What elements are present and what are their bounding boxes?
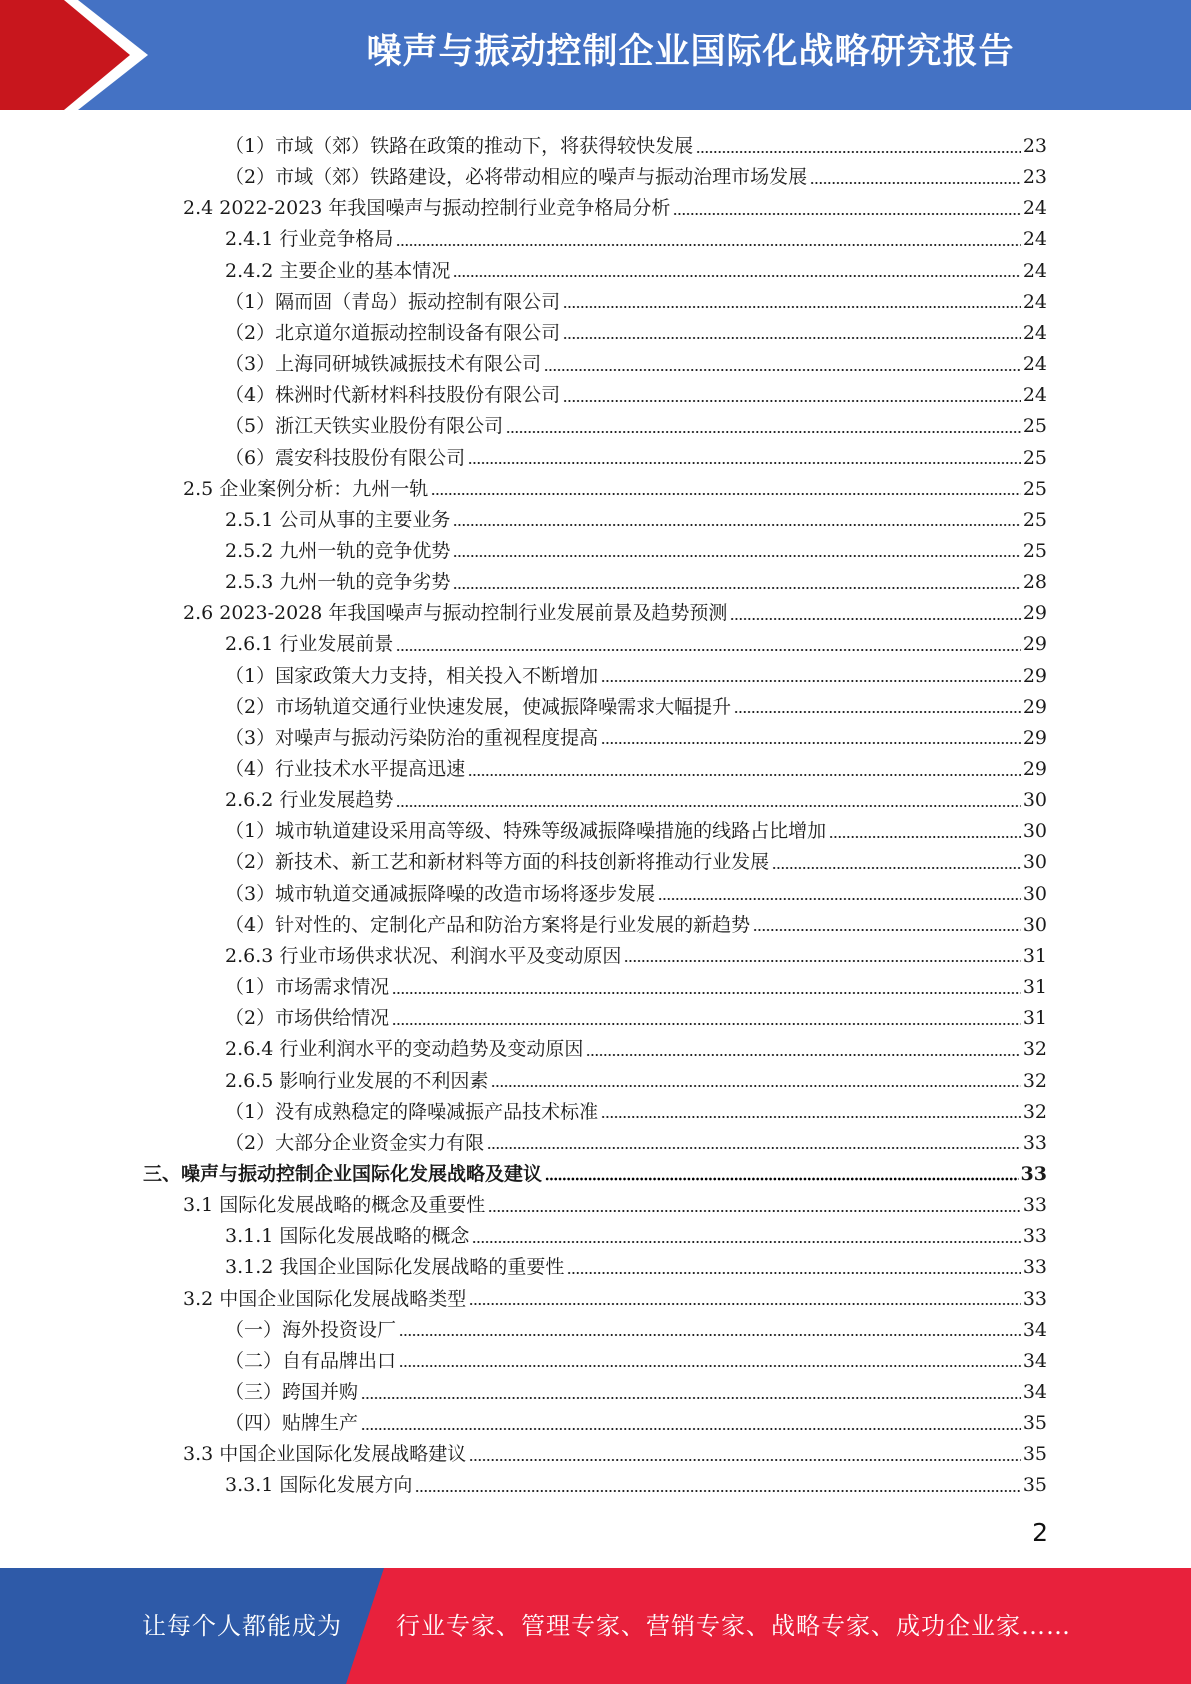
toc-entry-title: （一）海外投资设厂 [225, 1318, 397, 1341]
toc-entry[interactable] [225, 626, 1047, 657]
toc-entry-page: 25 [1022, 477, 1047, 500]
toc-entry-title: （1）隔而固（青岛）振动控制有限公司 [225, 290, 561, 313]
toc-entry-page: 30 [1022, 789, 1047, 812]
toc-entry-page: 32 [1022, 1069, 1047, 1092]
toc-entry-page: 35 [1022, 1412, 1047, 1435]
toc-entry-page: 34 [1022, 1349, 1047, 1372]
report-title: 噪声与振动控制企业国际化战略研究报告 [366, 32, 1015, 72]
toc-dot-leader [468, 772, 1021, 777]
toc-dot-leader [506, 429, 1021, 434]
toc-dot-leader [431, 492, 1021, 497]
toc-entry[interactable] [225, 813, 1047, 844]
toc-entry-page: 32 [1022, 1100, 1047, 1123]
toc-entry[interactable] [183, 595, 1047, 626]
toc-entry-page: 30 [1022, 882, 1047, 905]
toc-entry-page: 24 [1022, 197, 1047, 220]
toc-entry-title: （2）市域（郊）铁路建设，必将带动相应的噪声与振动治理市场发展 [225, 166, 808, 189]
toc-entry[interactable] [225, 502, 1047, 533]
toc-entry-title: 2.5 企业案例分析：九州一轨 [183, 477, 429, 500]
toc-dot-leader [361, 1395, 1021, 1400]
toc-entry[interactable] [225, 1125, 1047, 1156]
toc-dot-leader [469, 1302, 1021, 1307]
footer-slogan-right: 行业专家、管理专家、营销专家、战略专家、成功企业家…… [396, 1612, 1071, 1640]
toc-dot-leader [696, 149, 1021, 154]
toc-entry[interactable] [225, 564, 1047, 595]
toc-entry-title: 2.4.1 行业竞争格局 [225, 228, 394, 251]
toc-entry-page: 24 [1022, 228, 1047, 251]
toc-dot-leader [601, 741, 1021, 746]
toc-dot-leader [453, 585, 1020, 590]
toc-entry-page: 30 [1022, 913, 1047, 936]
toc-entry[interactable] [225, 253, 1047, 284]
toc-entry-title: （1）市域（郊）铁路在政策的推动下，将获得较快发展 [225, 135, 694, 157]
toc-entry-page: 29 [1022, 602, 1047, 625]
toc-entry[interactable] [225, 346, 1047, 377]
toc-entry-title: （3）对噪声与振动污染防治的重视程度提高 [225, 726, 599, 749]
toc-entry[interactable] [225, 844, 1047, 875]
toc-dot-leader [601, 679, 1021, 684]
toc-dot-leader [396, 242, 1020, 247]
toc-entry-page: 24 [1022, 259, 1047, 282]
toc-dot-leader [396, 803, 1020, 808]
toc-entry-title: （1）国家政策大力支持，相关投入不断增加 [225, 664, 599, 687]
page-header [0, 0, 1191, 110]
toc-entry-title: （3）上海同研城铁减振技术有限公司 [225, 353, 542, 376]
toc-dot-leader [488, 1208, 1021, 1213]
toc-dot-leader [772, 865, 1021, 870]
toc-entry[interactable] [225, 1405, 1047, 1436]
toc-entry[interactable] [183, 1187, 1047, 1218]
toc-entry[interactable] [225, 221, 1047, 252]
toc-entry-title: （2）北京道尔道振动控制设备有限公司 [225, 321, 561, 344]
page-footer [0, 1568, 1191, 1684]
toc-entry[interactable] [225, 1343, 1047, 1374]
toc-entry[interactable] [225, 1063, 1047, 1094]
toc-entry-title: 2.6.4 行业利润水平的变动趋势及变动原因 [225, 1038, 584, 1061]
toc-entry-page: 32 [1022, 1038, 1047, 1061]
toc-entry-page: 33 [1022, 1256, 1047, 1279]
toc-dot-leader [392, 1021, 1021, 1026]
toc-dot-leader [392, 990, 1021, 995]
toc-entry-page: 24 [1022, 290, 1047, 313]
toc-dot-leader [810, 180, 1021, 185]
toc-entry-page: 24 [1022, 321, 1047, 344]
toc-entry-title: （4）行业技术水平提高迅速 [225, 758, 466, 780]
toc-entry-page: 23 [1022, 135, 1047, 157]
toc-entry[interactable] [225, 658, 1047, 689]
toc-entry-page: 33 [1022, 1194, 1047, 1217]
toc-entry[interactable] [183, 1436, 1047, 1467]
toc-entry[interactable] [225, 377, 1047, 408]
toc-dot-leader [586, 1052, 1020, 1057]
toc-entry-title: （4）株洲时代新材料科技股份有限公司 [225, 384, 561, 407]
toc-entry[interactable] [225, 1094, 1047, 1125]
toc-entry[interactable] [225, 1218, 1047, 1249]
toc-dot-leader [563, 398, 1021, 403]
toc-entry-title: （四）贴牌生产 [225, 1412, 359, 1435]
toc-dot-leader [487, 1146, 1021, 1151]
toc-entry-page: 29 [1022, 758, 1047, 780]
toc-entry-title: 2.6.5 影响行业发展的不利因素 [225, 1069, 489, 1092]
toc-entry-title: 3.1 国际化发展战略的概念及重要性 [183, 1194, 486, 1217]
toc-entry[interactable] [225, 1374, 1047, 1405]
toc-entry[interactable] [183, 1281, 1047, 1312]
toc-entry-title: 2.6 2023-2028 年我国噪声与振动控制行业发展前景及趋势预测 [183, 602, 728, 625]
toc-entry-page: 29 [1022, 726, 1047, 749]
toc-entry-title: 2.6.1 行业发展前景 [225, 633, 394, 656]
toc-entry-title: （2）市场供给情况 [225, 1007, 390, 1030]
toc-dot-leader [399, 1364, 1021, 1369]
toc-entry-title: 3.1.2 我国企业国际化发展战略的重要性 [225, 1256, 565, 1279]
toc-dot-leader [396, 647, 1020, 652]
toc-entry[interactable] [225, 907, 1047, 938]
toc-entry-title: （1）城市轨道建设采用高等级、特殊等级减振降噪措施的线路占比增加 [225, 820, 827, 843]
toc-entry[interactable] [225, 1000, 1047, 1031]
toc-entry[interactable] [225, 689, 1047, 720]
page-number: 2 [1032, 1518, 1048, 1547]
toc-entry-title: （1）没有成熟稳定的降噪减振产品技术标准 [225, 1100, 599, 1123]
toc-dot-leader [829, 834, 1021, 839]
toc-entry[interactable] [225, 315, 1047, 346]
toc-entry-title: 2.4.2 主要企业的基本情况 [225, 259, 451, 282]
toc-entry[interactable] [225, 876, 1047, 907]
toc-dot-leader [453, 274, 1020, 279]
toc-entry[interactable] [225, 720, 1047, 751]
toc-entry-title: 3.3.1 国际化发展方向 [225, 1474, 413, 1497]
toc-entry[interactable] [225, 938, 1047, 969]
toc-dot-leader [544, 367, 1021, 372]
toc-entry[interactable] [183, 471, 1047, 502]
toc-dot-leader [624, 959, 1020, 964]
toc-dot-leader [545, 1177, 1019, 1182]
toc-entry-title: （二）自有品牌出口 [225, 1349, 397, 1372]
toc-entry-page: 25 [1022, 508, 1047, 531]
toc-dot-leader [453, 523, 1020, 528]
toc-dot-leader [673, 211, 1020, 216]
header-arrow-icon [0, 0, 160, 110]
toc-entry-title: 2.5.2 九州一轨的竞争优势 [225, 539, 451, 562]
toc-entry-title: 2.6.3 行业市场供求状况、利润水平及变动原因 [225, 944, 622, 967]
toc-dot-leader [361, 1426, 1021, 1431]
toc-entry-page: 33 [1020, 1162, 1047, 1185]
toc-dot-leader [658, 897, 1021, 902]
toc-entry-page: 33 [1022, 1287, 1047, 1310]
toc-entry-title: （2）大部分企业资金实力有限 [225, 1131, 485, 1154]
toc-entry-title: （2）市场轨道交通行业快速发展，使减振降噪需求大幅提升 [225, 695, 732, 718]
toc-entry[interactable] [225, 533, 1047, 564]
toc-entry-title: 三、噪声与振动控制企业国际化发展战略及建议 [143, 1162, 543, 1185]
toc-entry[interactable] [225, 1312, 1047, 1343]
toc-entry-page: 31 [1022, 976, 1047, 999]
toc-entry[interactable] [225, 284, 1047, 315]
toc-dot-leader [469, 1457, 1021, 1462]
toc-entry-title: （6）震安科技股份有限公司 [225, 446, 466, 469]
toc-entry-page: 31 [1022, 1007, 1047, 1030]
toc-entry-title: 3.3 中国企业国际化发展战略建议 [183, 1443, 467, 1466]
toc-dot-leader [730, 616, 1020, 621]
toc-entry-title: （3）城市轨道交通减振降噪的改造市场将逐步发展 [225, 882, 656, 905]
toc-entry-page: 34 [1022, 1381, 1047, 1403]
footer-slogan-left: 让每个人都能成为 [142, 1612, 342, 1640]
toc-entry[interactable] [225, 159, 1047, 190]
toc-entry-title: （三）跨国并购 [225, 1381, 359, 1403]
toc-entry-page: 31 [1022, 944, 1047, 967]
toc-dot-leader [563, 305, 1021, 310]
toc-dot-leader [468, 461, 1021, 466]
toc-entry-page: 34 [1022, 1318, 1047, 1341]
toc-dot-leader [415, 1488, 1020, 1493]
toc-entry[interactable] [225, 1467, 1047, 1498]
toc-entry-page: 35 [1022, 1443, 1047, 1466]
toc-dot-leader [453, 554, 1020, 559]
toc-entry-page: 29 [1022, 664, 1047, 687]
toc-entry[interactable] [225, 1031, 1047, 1062]
toc-entry-title: 3.2 中国企业国际化发展战略类型 [183, 1287, 467, 1310]
toc-entry-page: 29 [1022, 695, 1047, 718]
toc-entry-page: 33 [1022, 1131, 1047, 1154]
toc-entry-page: 25 [1022, 446, 1047, 469]
toc-entry-page: 29 [1022, 633, 1047, 656]
toc-entry-page: 33 [1022, 1225, 1047, 1248]
toc-dot-leader [734, 710, 1021, 715]
toc-dot-leader [567, 1270, 1020, 1275]
toc-entry[interactable] [225, 969, 1047, 1000]
toc-entry[interactable] [225, 1249, 1047, 1280]
toc-entry-page: 30 [1022, 820, 1047, 843]
toc-entry-title: 3.1.1 国际化发展战略的概念 [225, 1225, 470, 1248]
toc-dot-leader [491, 1084, 1020, 1089]
toc-entry-title: （2）新技术、新工艺和新材料等方面的科技创新将推动行业发展 [225, 851, 770, 874]
toc-dot-leader [753, 928, 1021, 933]
toc-dot-leader [601, 1115, 1021, 1120]
toc-entry-page: 28 [1022, 571, 1047, 594]
toc-entry-title: （1）市场需求情况 [225, 976, 390, 999]
toc-dot-leader [399, 1333, 1021, 1338]
toc-entry[interactable] [225, 408, 1047, 439]
toc-dot-leader [563, 336, 1021, 341]
toc-entry-title: 2.5.3 九州一轨的竞争劣势 [225, 571, 451, 594]
toc-entry-title: 2.5.1 公司从事的主要业务 [225, 508, 451, 531]
toc-entry[interactable] [225, 751, 1047, 782]
toc-entry[interactable] [225, 782, 1047, 813]
toc-entry-page: 23 [1022, 166, 1047, 189]
toc-entry-page: 24 [1022, 353, 1047, 376]
toc-dot-leader [472, 1239, 1020, 1244]
toc-entry[interactable] [225, 128, 1047, 159]
toc-entry-page: 30 [1022, 851, 1047, 874]
toc-entry-page: 35 [1022, 1474, 1047, 1497]
toc-entry-page: 25 [1022, 415, 1047, 438]
toc-entry-page: 24 [1022, 384, 1047, 407]
toc-entry[interactable] [183, 190, 1047, 221]
toc-entry-page: 25 [1022, 539, 1047, 562]
toc-entry-title: （5）浙江天铁实业股份有限公司 [225, 415, 504, 438]
toc-entry-title: 2.6.2 行业发展趋势 [225, 789, 394, 812]
toc-entry[interactable] [143, 1156, 1047, 1187]
toc-entry-title: 2.4 2022-2023 年我国噪声与振动控制行业竞争格局分析 [183, 197, 671, 220]
toc-entry-title: （4）针对性的、定制化产品和防治方案将是行业发展的新趋势 [225, 913, 751, 936]
toc-entry[interactable] [225, 440, 1047, 471]
